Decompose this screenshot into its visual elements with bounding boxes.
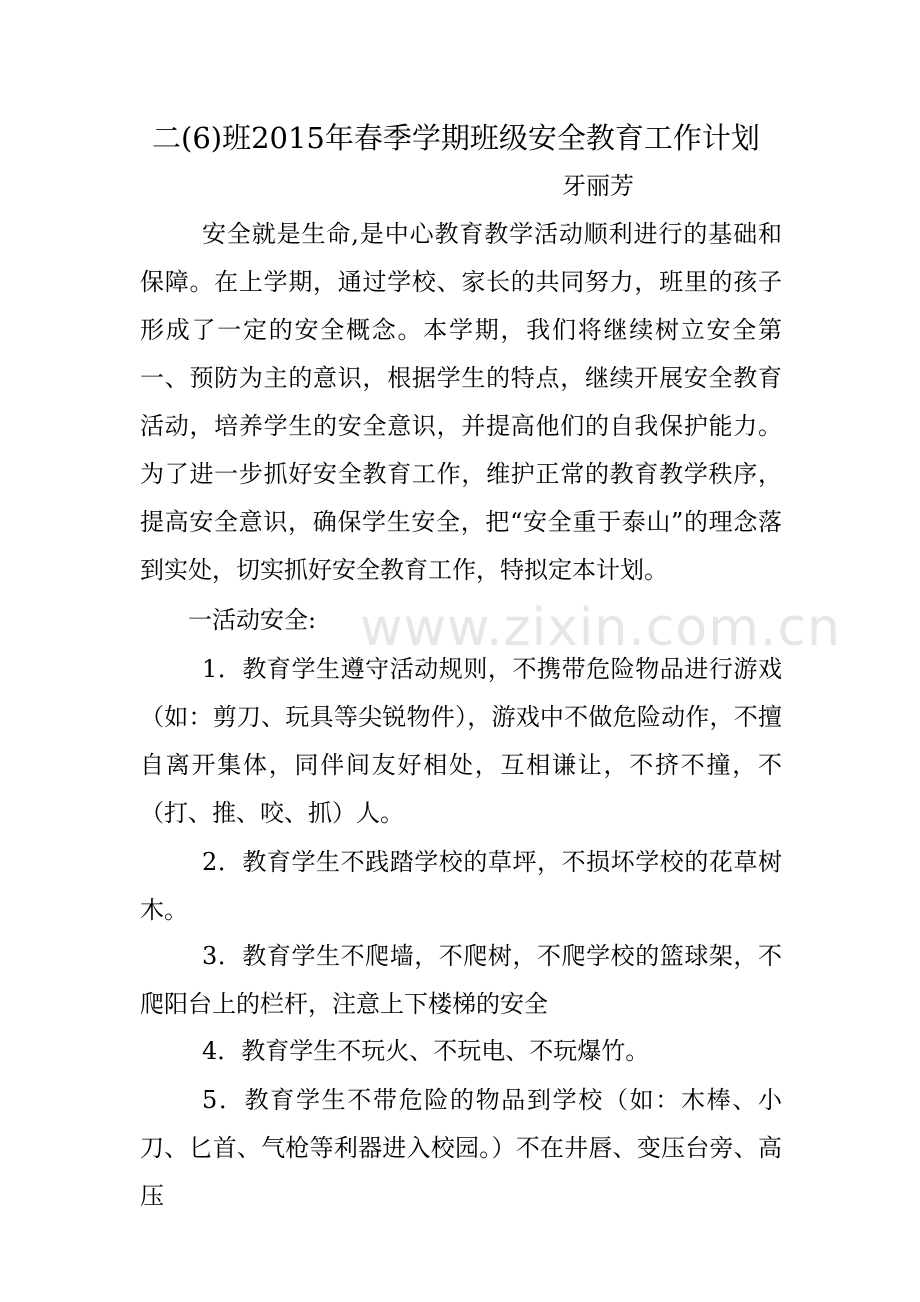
author-name: 牙丽芳 (562, 172, 634, 200)
section-heading: 一活动安全: (188, 606, 317, 634)
list-item: 5．教育学生不带危险的物品到学校（如：木棒、小刀、匕首、气枪等利器进入校园。）不在井唇、变压台旁、高压 (140, 1086, 782, 1210)
list-item: 4．教育学生不玩火、不玩电、不玩爆竹。 (202, 1037, 650, 1065)
list-item: 3．教育学生不爬墙，不爬树，不爬学校的篮球架，不爬阳台上的栏杆，注意上下楼梯的安全 (140, 942, 782, 1018)
list-item: 1．教育学生遵守活动规则，不携带危险物品进行游戏（如：剪刀、玩具等尖锐物件），游戏中不做危险动作，不擅自离开集体，同伴间友好相处，互相谦让，不挤不撞，不（打、推、咬、抓）人。 (140, 655, 782, 827)
list-item: 2．教育学生不践踏学校的草坪，不损坏学校的花草树木。 (140, 848, 782, 924)
watermark-text: www.zixin.com.cn (360, 598, 841, 658)
document-title: 二(6)班2015年春季学期班级安全教育工作计划 (152, 121, 760, 155)
intro-paragraph: 安全就是生命,是中心教育教学活动顺利进行的基础和保障。在上学期，通过学校、家长的共同努力，班里的孩子形成了一定的安全概念。本学期，我们将继续树立安全第一、预防为主的意识，根据学生的特点，继续开展安全教育活动，培养学生的安全意识，并提高他们的自我保护能力。为了进一步抓好安全教育工作，维护正常的教育教学秩序，提高安全意识，确保学生安全，把“安全重于泰山”的理念落到实处，切实抓好安全教育工作，特拟定本计划。 (140, 220, 782, 584)
